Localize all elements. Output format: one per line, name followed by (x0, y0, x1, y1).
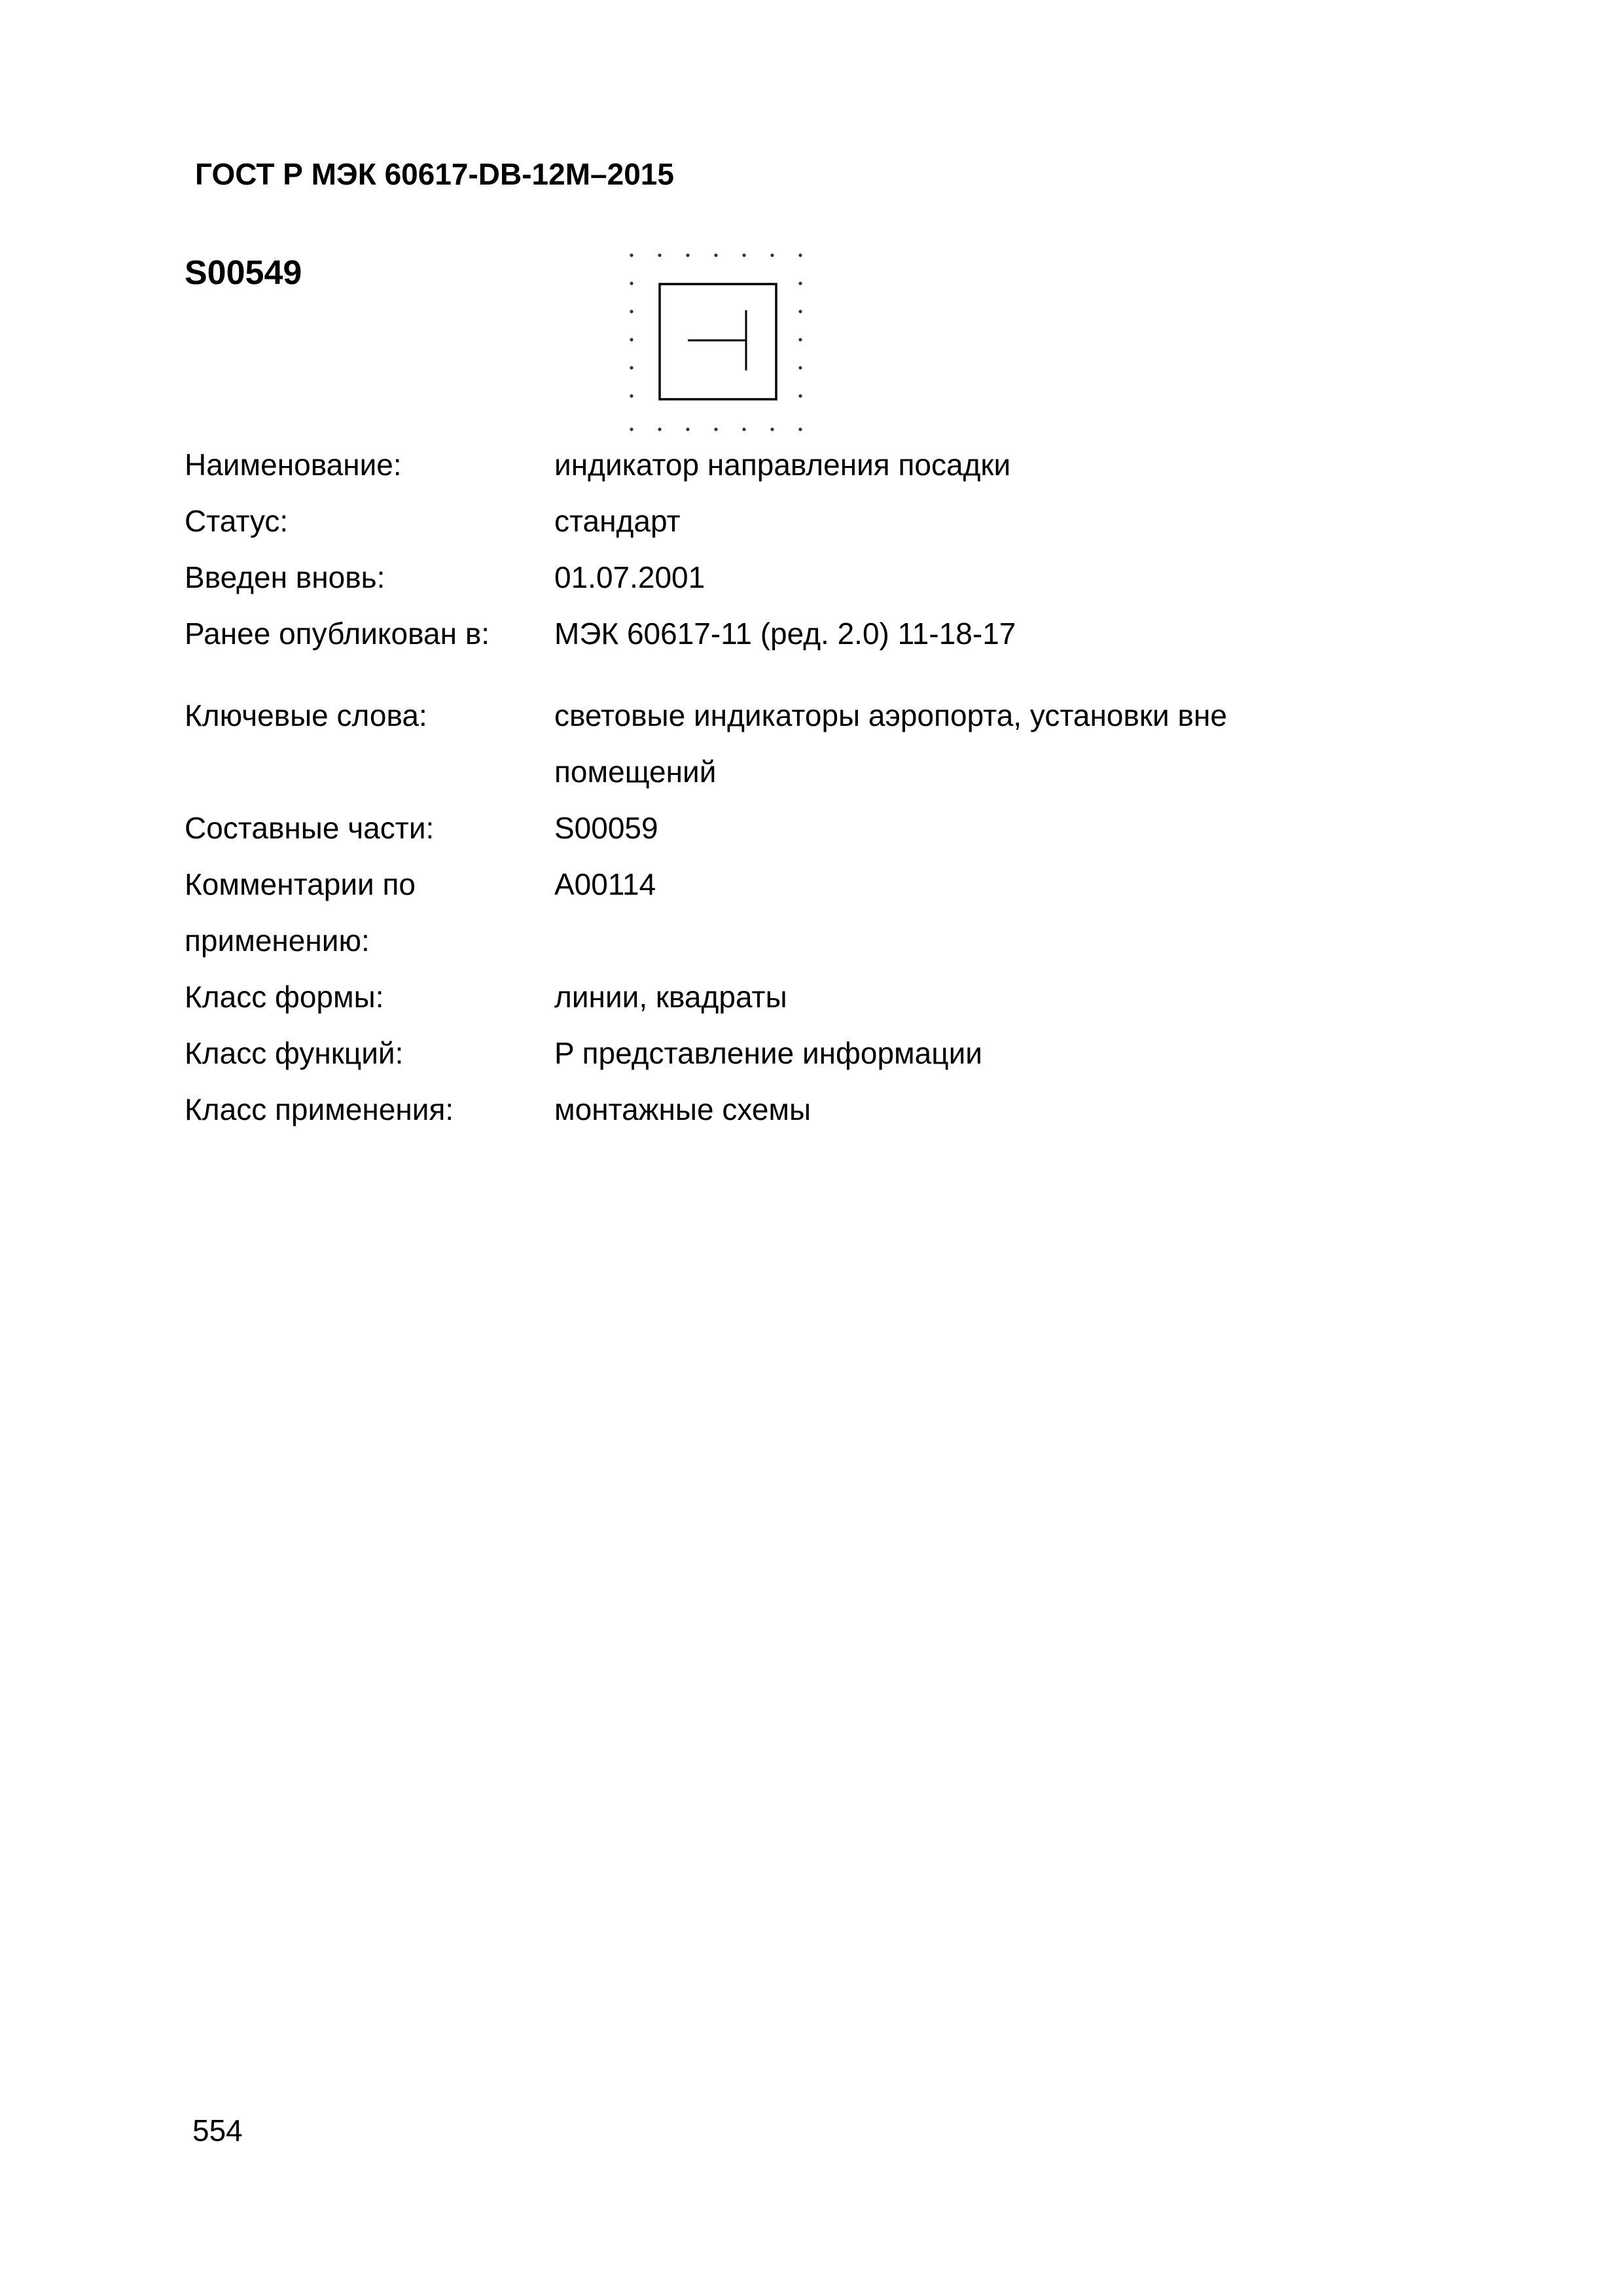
parts-label: Составные части: (185, 811, 435, 845)
grid-dot (742, 427, 745, 431)
parts-value: S00059 (554, 811, 658, 845)
grid-dot (798, 310, 802, 313)
grid-dot (798, 394, 802, 397)
comments-value: A00114 (554, 867, 656, 901)
grid-dot (798, 253, 802, 257)
keywords-label: Ключевые слова: (185, 698, 427, 732)
grid-dot (770, 427, 774, 431)
comments-label-line1: Комментарии по (185, 867, 416, 901)
status-label: Статус: (185, 504, 289, 538)
keywords-value-line1: световые индикаторы аэропорта, установки вне (554, 698, 1227, 732)
comments-label-line2: применению: (185, 924, 370, 958)
shape-class-label: Класс формы: (185, 980, 384, 1014)
status-value: стандарт (554, 504, 681, 538)
function-class-value: P представление информации (554, 1036, 982, 1070)
grid-dot (686, 427, 689, 431)
symbol-id: S00549 (185, 254, 302, 292)
grid-dot (658, 253, 661, 257)
published-label: Ранее опубликован в: (185, 617, 490, 651)
grid-dot (798, 281, 802, 285)
grid-dot (630, 394, 633, 397)
published-value: МЭК 60617-11 (ред. 2.0) 11-18-17 (554, 617, 1016, 651)
shape-class-value: линии, квадраты (554, 980, 787, 1014)
landing-direction-indicator-icon (622, 247, 818, 437)
name-value: индикатор направления посадки (554, 448, 1011, 482)
grid-dot (630, 427, 633, 431)
symbol-square (660, 284, 776, 399)
keywords-value-line2: помещений (554, 755, 717, 789)
grid-dot (742, 253, 745, 257)
grid-dot (798, 366, 802, 369)
application-class-label: Класс применения: (185, 1092, 454, 1126)
grid-dot (630, 310, 633, 313)
page-number: 554 (192, 2113, 243, 2147)
function-class-label: Класс функций: (185, 1036, 404, 1070)
grid-dot (630, 366, 633, 369)
grid-dot (630, 281, 633, 285)
grid-dot (798, 427, 802, 431)
grid-dot (770, 253, 774, 257)
introduced-label: Введен вновь: (185, 560, 385, 594)
grid-dot (658, 427, 661, 431)
grid-dot (686, 253, 689, 257)
grid-dot (714, 427, 717, 431)
grid-dot (714, 253, 717, 257)
name-label: Наименование: (185, 448, 402, 482)
standard-header: ГОСТ Р МЭК 60617-DB-12M–2015 (195, 157, 674, 191)
introduced-value: 01.07.2001 (554, 560, 705, 594)
application-class-value: монтажные схемы (554, 1092, 812, 1126)
grid-dot (630, 338, 633, 341)
grid-dot (798, 338, 802, 341)
grid-dot (630, 253, 633, 257)
